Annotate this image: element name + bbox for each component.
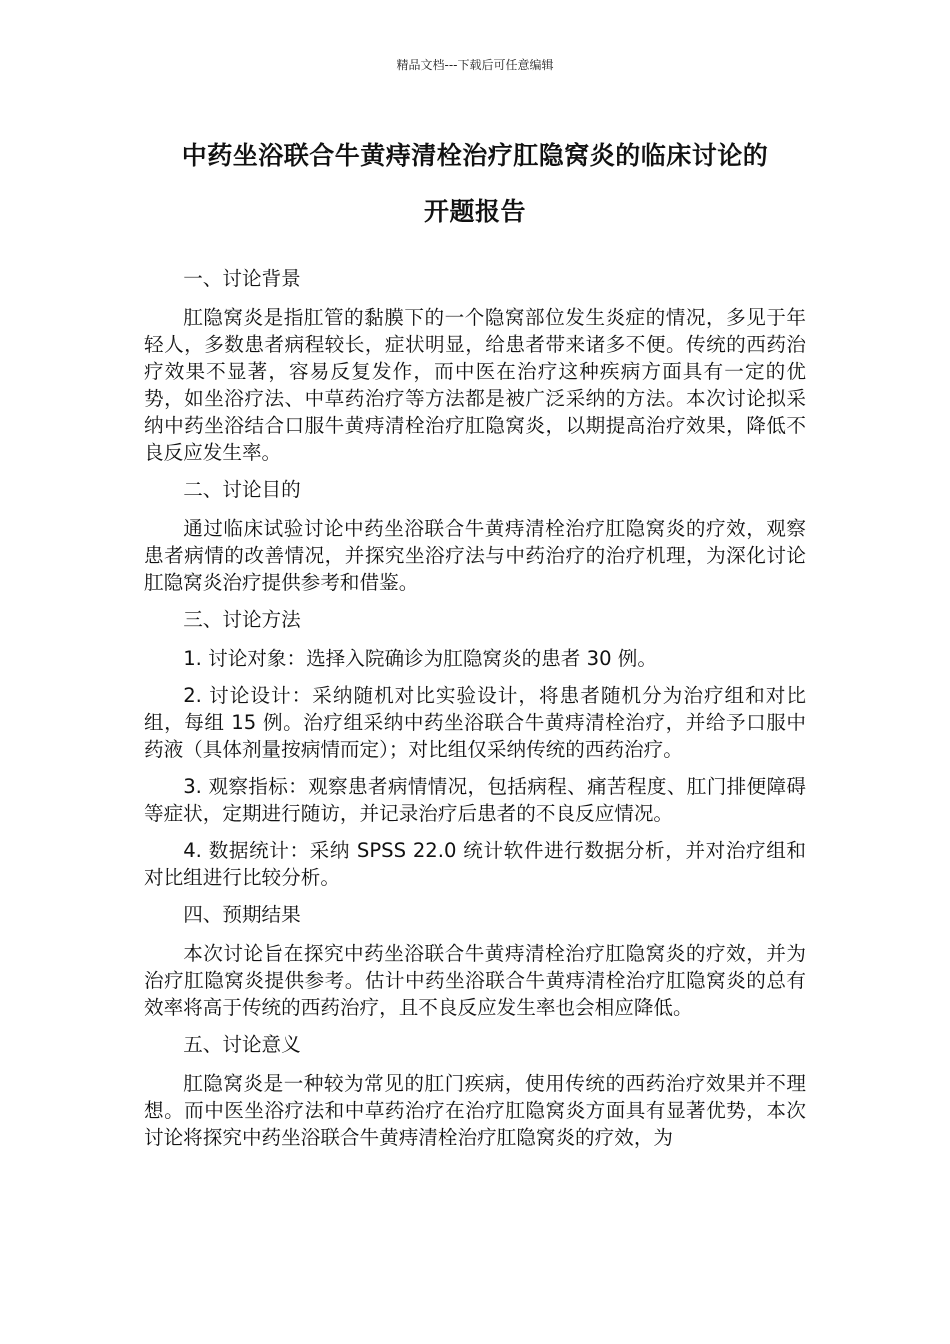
section-heading-significance: 五、讨论意义 [183, 1033, 301, 1056]
paragraph-purpose: 通过临床试验讨论中药坐浴联合牛黄痔清栓治疗肛隐窝炎的疗效，观察患者病情的改善情况，并探究坐浴疗法与中药治疗的治疗机理，为深化讨论肛隐窝炎治疗提供参考和借鉴。 [144, 517, 806, 594]
paragraph-background: 肛隐窝炎是指肛管的黏膜下的一个隐窝部位发生炎症的情况，多见于年轻人，多数患者病程较长，症状明显，给患者带来诸多不便。传统的西药治疗效果不显著，容易反复发作，而中医在治疗这种疾病方面具有一定的优势，如坐浴疗法、中草药治疗等方法都是被广泛采纳的方法。本次讨论拟采纳中药坐浴结合口服牛黄痔清栓治疗肛隐窝炎，以期提高治疗效果，降低不良反应发生率。 [144, 306, 806, 464]
section-heading-expected-results: 四、预期结果 [183, 903, 301, 926]
paragraph-methods-indicators: 3. 观察指标：观察患者病情情况，包括病程、痛苦程度、肛门排便障碍等症状，定期进行随访，并记录治疗后患者的不良反应情况。 [144, 775, 806, 825]
paragraph-expected-results: 本次讨论旨在探究中药坐浴联合牛黄痔清栓治疗肛隐窝炎的疗效，并为治疗肛隐窝炎提供参考。估计中药坐浴联合牛黄痔清栓治疗肛隐窝炎的总有效率将高于传统的西药治疗，且不良反应发生率也会相应降低。 [144, 942, 806, 1019]
title-line-1: 中药坐浴联合牛黄痔清栓治疗肛隐窝炎的临床讨论的 [181, 141, 769, 170]
document-body [144, 265, 806, 1161]
section-heading-purpose: 二、讨论目的 [183, 478, 301, 501]
title-line-2: 开题报告 [423, 197, 526, 226]
paragraph-methods-design: 2. 讨论设计：采纳随机对比实验设计，将患者随机分为治疗组和对比组，每组 15 例。治疗组采纳中药坐浴联合牛黄痔清栓治疗，并给予口服中药液（具体剂量按病情而定）；对比组仅采纳传统的西药治疗。 [144, 684, 806, 761]
document-title [140, 128, 810, 240]
section-heading-background: 一、讨论背景 [183, 267, 301, 290]
paragraph-methods-subjects: 1. 讨论对象：选择入院确诊为肛隐窝炎的患者 30 例。 [183, 647, 657, 670]
page-header: 精品文档---下载后可任意编辑 [396, 58, 554, 72]
paragraph-significance: 肛隐窝炎是一种较为常见的肛门疾病，使用传统的西药治疗效果并不理想。而中医坐浴疗法和中草药治疗在治疗肛隐窝炎方面具有显著优势，本次讨论将探究中药坐浴联合牛黄痔清栓治疗肛隐窝炎的疗效，为 [144, 1072, 806, 1149]
section-heading-methods: 三、讨论方法 [183, 608, 301, 631]
paragraph-methods-statistics: 4. 数据统计：采纳 SPSS 22.0 统计软件进行数据分析，并对治疗组和对比组进行比较分析。 [144, 839, 806, 889]
